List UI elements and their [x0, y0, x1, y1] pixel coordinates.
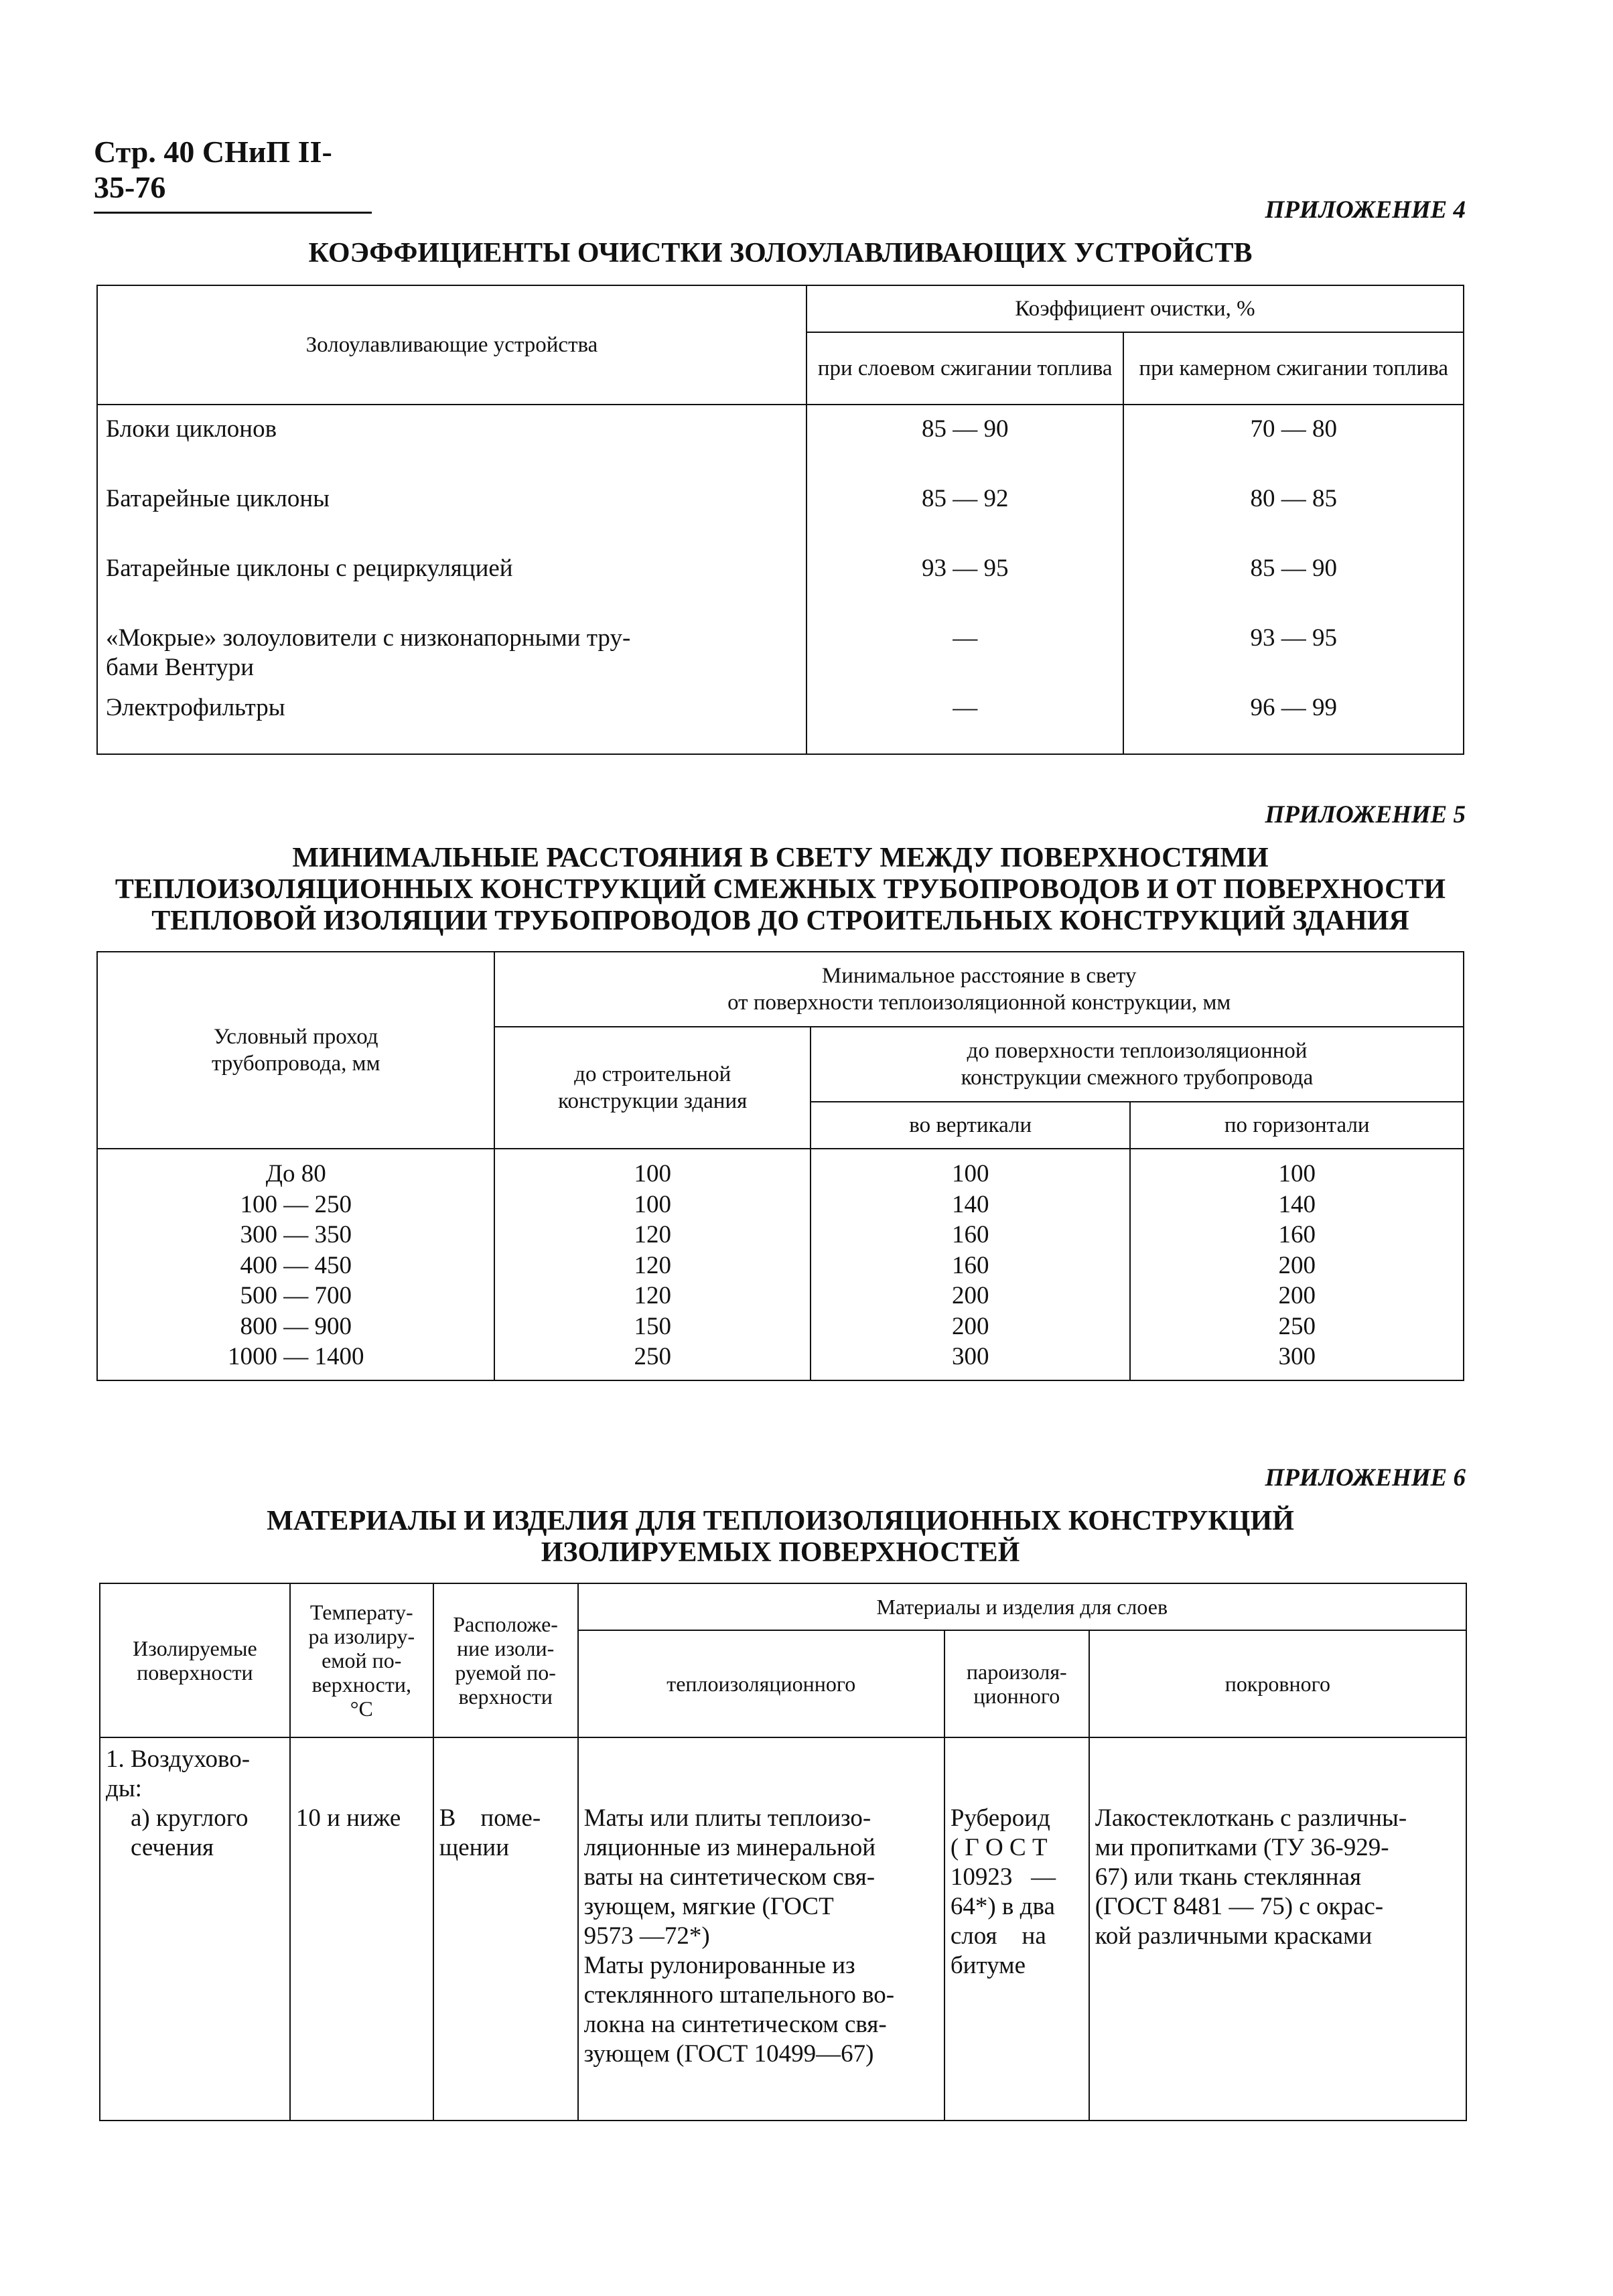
col-header-chamber: при камерном сжигании топлива: [1123, 332, 1464, 405]
horizontal-distance-values: 100 140 160 200 200 250 300: [1130, 1149, 1464, 1380]
table-row: Батарейные циклоны 85 — 92 80 — 85: [97, 475, 1464, 545]
col-header-horizontal: по горизонтали: [1130, 1102, 1464, 1149]
table-body: [97, 1149, 1464, 1380]
temperature-cell: 10 и ниже: [290, 1737, 433, 2121]
col-header-surfaces: Изолируемые поверхности: [100, 1583, 290, 1737]
vertical-distance-values: 100 140 160 160 200 200 300: [811, 1149, 1130, 1380]
appendix-5-title: МИНИМАЛЬНЫЕ РАССТОЯНИЯ В СВЕТУ МЕЖДУ ПОВЕРХНОСТЯМИ ТЕПЛОИЗОЛЯЦИОННЫХ КОНСТРУКЦИЙ СМЕЖНЫХ ТРУБОПРОВОДОВ И ОТ ПОВЕРХНОСТИ ТЕПЛОВОЙ ИЗОЛЯЦИИ ТРУБОПРОВОДОВ ДО СТРОИТЕЛЬНЫХ КОНСТРУКЦИЙ ЗДАНИЯ: [115, 843, 1446, 936]
col-header-device: Золоулавливающие устройства: [97, 285, 806, 405]
appendix-5-label: ПРИЛОЖЕНИЕ 5: [1265, 801, 1466, 829]
appendix-6-label: ПРИЛОЖЕНИЕ 6: [1265, 1464, 1466, 1492]
col-header-layer: при слоевом сжигании топлива: [806, 332, 1124, 405]
table-row: Блоки циклонов 85 — 90 70 — 80: [97, 405, 1464, 475]
appendix-4-label: ПРИЛОЖЕНИЕ 4: [1265, 196, 1466, 224]
col-header-coefficient: Коэффициент очистки, %: [806, 285, 1464, 332]
col-header-temperature: Температу- ра изолиру- емой по- верхности, °С: [290, 1583, 433, 1737]
col-header-vapor: пароизоля- ционного: [944, 1630, 1089, 1737]
building-distance-values: 100 100 120 120 120 150 250: [494, 1149, 811, 1380]
insulation-materials-table: [99, 1583, 1467, 2121]
cover-layer-cell: Лакостеклоткань с различны- ми пропитками (ТУ 36-929- 67) или ткань стеклянная (ГОСТ 8481 — 75) с окрас- кой различными красками: [1089, 1737, 1466, 2121]
col-header-building: до строительной конструкции здания: [494, 1027, 811, 1149]
col-header-cover: покровного: [1089, 1630, 1466, 1737]
cleaning-coefficients-table: [96, 285, 1464, 755]
col-header-adjacent: до поверхности теплоизоляционной конструкции смежного трубопровода: [811, 1027, 1464, 1102]
table-row: Батарейные циклоны с рециркуляцией 93 — 95 85 — 90: [97, 545, 1464, 614]
table-row: Электрофильтры — 96 — 99: [97, 684, 1464, 754]
table-row: «Мокрые» золоуловители с низконапорными тру- бами Вентури — 93 — 95: [97, 614, 1464, 684]
page-header: Стр. 40 СНиП II-35-76: [94, 134, 372, 214]
surface-cell: 1. Воздухово- ды: а) круглого сечения: [100, 1737, 290, 2121]
col-header-nominal-pass: Условный проход трубопровода, мм: [97, 952, 494, 1149]
minimum-distances-table: [96, 951, 1464, 1381]
table-row: [100, 1737, 1466, 2121]
vapor-layer-cell: Рубероид ( Г О С Т 10923 — 64*) в два слоя на битуме: [944, 1737, 1089, 2121]
thermal-layer-cell: Маты или плиты теплоизо- ляционные из минеральной ваты на синтетическом свя- зующем, мягкие (ГОСТ 9573 —72*) Маты рулонированные из стеклянного штапельного во- локна на синтетическом свя- зующем (ГОСТ 10499—67): [578, 1737, 944, 2121]
col-header-location: Расположе- ние изоли- руемой по- верхности: [433, 1583, 578, 1737]
col-header-vertical: во вертикали: [811, 1102, 1130, 1149]
col-header-materials: Материалы и изделия для слоев: [578, 1583, 1466, 1630]
appendix-6-title: МАТЕРИАЛЫ И ИЗДЕЛИЯ ДЛЯ ТЕПЛОИЗОЛЯЦИОННЫХ КОНСТРУКЦИЙ ИЗОЛИРУЕМЫХ ПОВЕРХНОСТЕЙ: [267, 1506, 1294, 1568]
location-cell: В поме- щении: [433, 1737, 578, 2121]
appendix-4-title: КОЭФФИЦИЕНТЫ ОЧИСТКИ ЗОЛОУЛАВЛИВАЮЩИХ УСТРОЙСТВ: [308, 238, 1253, 269]
nominal-pass-values: До 80 100 — 250 300 — 350 400 — 450 500 — 700 800 — 900 1000 — 1400: [97, 1149, 494, 1380]
col-header-min-distance: Минимальное расстояние в свету от поверхности теплоизоляционной конструкции, мм: [494, 952, 1464, 1027]
col-header-thermal: теплоизоляционного: [578, 1630, 944, 1737]
